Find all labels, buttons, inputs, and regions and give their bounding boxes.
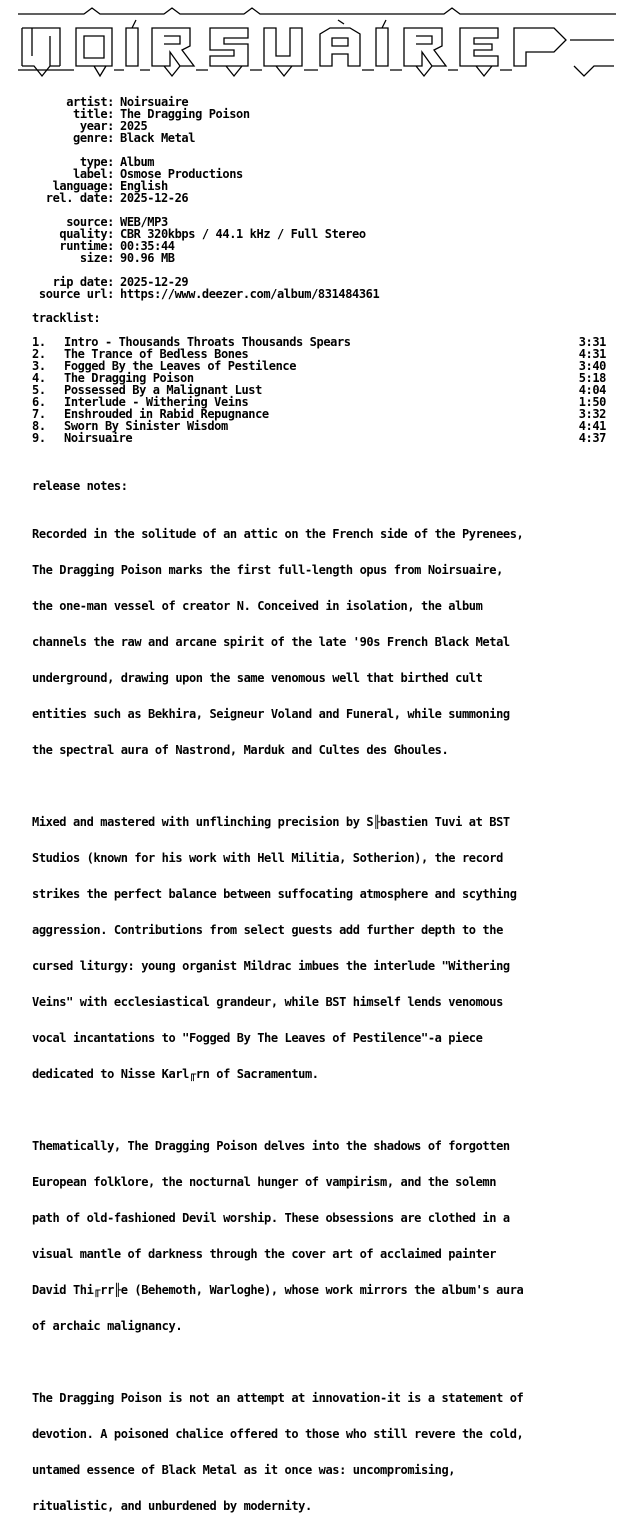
- track-title: Noirsuaire: [64, 431, 133, 445]
- track-duration: 4:41: [578, 419, 606, 433]
- meta-title: The Dragging Poison: [120, 107, 250, 121]
- meta-artist-group: [0, 96, 632, 144]
- meta-artist: Noirsuaire: [120, 95, 189, 109]
- meta-source-group: [0, 216, 632, 264]
- paragraph-line: Recorded in the solitude of an attic on the French side of the Pyrenees,: [32, 527, 524, 541]
- track-number: 9.: [32, 431, 46, 445]
- track-title: Intro - Thousands Throats Thousands Spears: [64, 335, 351, 349]
- meta-key: source url:: [38, 287, 114, 301]
- paragraph-line: the spectral aura of Nastrond, Marduk and Cultes des Ghoules.: [32, 743, 449, 757]
- meta-rip-date: 2025-12-29: [120, 275, 189, 289]
- track-number: 2.: [32, 347, 46, 361]
- meta-rip-group: [0, 276, 632, 300]
- track-duration: 4:31: [578, 347, 606, 361]
- paragraph-line: Studios (known for his work with Hell Militia, Sotherion), the record: [32, 851, 503, 865]
- meta-genre: Black Metal: [120, 131, 196, 145]
- paragraph-line: channels the raw and arcane spirit of the late '90s French Black Metal: [32, 635, 510, 649]
- tracklist: [0, 336, 632, 444]
- meta-key: rel. date:: [45, 191, 114, 205]
- paragraph-line: untamed essence of Black Metal as it once was: uncompromising,: [32, 1463, 456, 1477]
- paragraph-line: aggression. Contributions from select guests add further depth to the: [32, 923, 503, 937]
- meta-type: Album: [120, 155, 155, 169]
- meta-source-url[interactable]: https://www.deezer.com/album/831484361: [120, 287, 380, 301]
- track-number: 6.: [32, 395, 46, 409]
- paragraph-line: Thematically, The Dragging Poison delves into the shadows of forgotten: [32, 1139, 510, 1153]
- release-notes-paragraph: [0, 1368, 612, 1536]
- ascii-logo: [14, 6, 620, 82]
- track-number: 8.: [32, 419, 46, 433]
- meta-key: type:: [79, 155, 114, 169]
- paragraph-line: vocal incantations to "Fogged By The Leaves of Pestilence"-a piece: [32, 1031, 483, 1045]
- release-notes-paragraph: [0, 792, 612, 1104]
- track-number: 4.: [32, 371, 46, 385]
- track-duration: 3:40: [578, 359, 606, 373]
- track-row: [0, 432, 606, 444]
- meta-key: artist:: [66, 95, 114, 109]
- paragraph-line: ritualistic, and unburdened by modernity.: [32, 1499, 312, 1513]
- nfo-document: [0, 6, 632, 1536]
- meta-key: title:: [73, 107, 114, 121]
- meta-key: quality:: [59, 227, 114, 241]
- paragraph-line: Mixed and mastered with unflinching precision by S╟bastien Tuvi at BST: [32, 815, 510, 829]
- meta-key: size:: [79, 251, 114, 265]
- meta-label: Osmose Productions: [120, 167, 243, 181]
- meta-rel-date: 2025-12-26: [120, 191, 189, 205]
- track-number: 7.: [32, 407, 46, 421]
- paragraph-line: The Dragging Poison marks the first full-length opus from Noirsuaire,: [32, 563, 503, 577]
- track-title: Sworn By Sinister Wisdom: [64, 419, 228, 433]
- meta-source: WEB/MP3: [120, 215, 168, 229]
- track-duration: 3:31: [578, 335, 606, 349]
- release-notes-paragraph: [0, 504, 612, 780]
- meta-release-group: [0, 156, 632, 204]
- paragraph-line: strikes the perfect balance between suffocating atmosphere and scything: [32, 887, 517, 901]
- paragraph-line: cursed liturgy: young organist Mildrac imbues the interlude "Withering: [32, 959, 510, 973]
- track-title: The Trance of Bedless Bones: [64, 347, 249, 361]
- track-title: Interlude - Withering Veins: [64, 395, 249, 409]
- meta-key: year:: [79, 119, 114, 133]
- track-duration: 5:18: [578, 371, 606, 385]
- track-duration: 3:32: [578, 407, 606, 421]
- paragraph-line: David Thi╓rr╟e (Behemoth, Warloghe), whose work mirrors the album's aura: [32, 1283, 524, 1297]
- meta-runtime: 00:35:44: [120, 239, 175, 253]
- meta-key: runtime:: [59, 239, 114, 253]
- track-duration: 4:04: [578, 383, 606, 397]
- track-title: Possessed By a Malignant Lust: [64, 383, 262, 397]
- paragraph-line: dedicated to Nisse Karl╓rn of Sacramentum.: [32, 1067, 319, 1081]
- paragraph-line: path of old-fashioned Devil worship. These obsessions are clothed in a: [32, 1211, 510, 1225]
- meta-size: 90.96 MB: [120, 251, 175, 265]
- release-notes-paragraph: [0, 1116, 612, 1356]
- paragraph-line: European folklore, the nocturnal hunger of vampirism, and the solemn: [32, 1175, 497, 1189]
- meta-key: genre:: [73, 131, 114, 145]
- paragraph-line: devotion. A poisoned chalice offered to those who still revere the cold,: [32, 1427, 524, 1441]
- paragraph-line: Veins" with ecclesiastical grandeur, while BST himself lends venomous: [32, 995, 503, 1009]
- track-title: Fogged By the Leaves of Pestilence: [64, 359, 297, 373]
- release-notes-heading: release notes:: [32, 479, 128, 493]
- meta-language: English: [120, 179, 168, 193]
- track-title: The Dragging Poison: [64, 371, 194, 385]
- paragraph-line: the one-man vessel of creator N. Conceived in isolation, the album: [32, 599, 483, 613]
- paragraph-line: entities such as Bekhira, Seigneur Voland and Funeral, while summoning: [32, 707, 510, 721]
- meta-key: label:: [73, 167, 114, 181]
- paragraph-line: visual mantle of darkness through the cover art of acclaimed painter: [32, 1247, 497, 1261]
- track-number: 5.: [32, 383, 46, 397]
- track-number: 1.: [32, 335, 46, 349]
- track-title: Enshrouded in Rabid Repugnance: [64, 407, 269, 421]
- meta-quality: CBR 320kbps / 44.1 kHz / Full Stereo: [120, 227, 366, 241]
- paragraph-line: underground, drawing upon the same venomous well that birthed cult: [32, 671, 483, 685]
- track-number: 3.: [32, 359, 46, 373]
- paragraph-line: of archaic malignancy.: [32, 1319, 183, 1333]
- track-duration: 4:37: [578, 431, 606, 445]
- track-duration: 1:50: [578, 395, 606, 409]
- meta-key: source:: [66, 215, 114, 229]
- meta-key: rip date:: [52, 275, 114, 289]
- meta-key: language:: [52, 179, 114, 193]
- paragraph-line: The Dragging Poison is not an attempt at innovation-it is a statement of: [32, 1391, 524, 1405]
- meta-year: 2025: [120, 119, 148, 133]
- tracklist-heading: tracklist:: [32, 311, 101, 325]
